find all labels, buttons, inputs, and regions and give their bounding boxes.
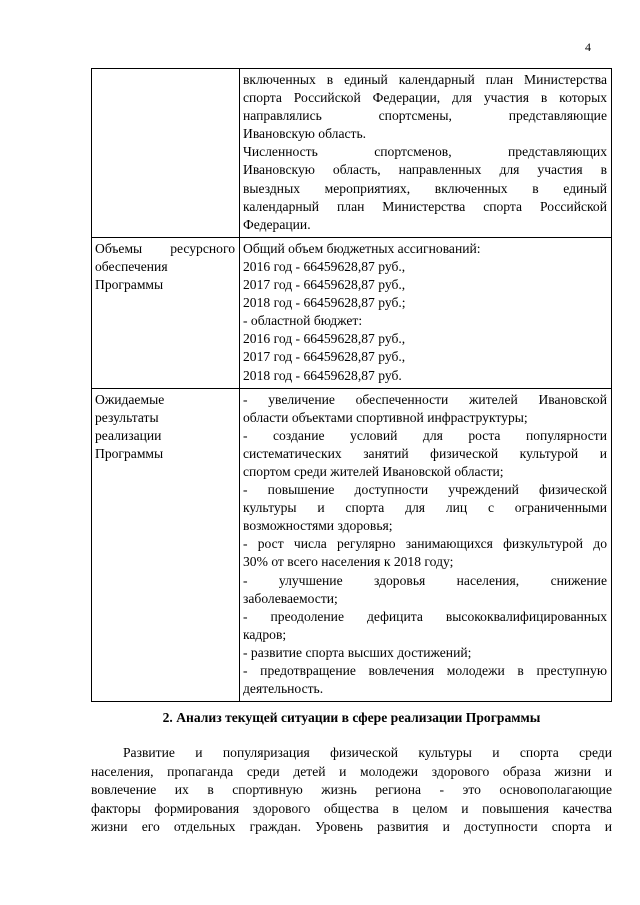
row-content-cell (240, 237, 612, 388)
label-line: Программы (95, 445, 164, 461)
content-line: - предотвращение вовлечения молодежи в преступную (243, 663, 607, 678)
table-row (92, 69, 612, 238)
content-line: - областной бюджет: (243, 313, 363, 329)
content-line: заболеваемости; (243, 590, 338, 606)
paragraph-line: жизни его отдельных граждан. Уровень развития и доступности спорта и (91, 819, 612, 835)
table-body (92, 69, 612, 702)
program-passport-table (91, 68, 612, 702)
content-line: 2017 год - 66459628,87 руб., (243, 277, 406, 293)
paragraph-line: населения, пропаганда среди детей и молодежи здорового образа жизни и (91, 763, 612, 779)
content-line: направлялись спортсмены, представляющие (243, 108, 607, 124)
content-line: 2018 год - 66459628,87 руб.; (243, 295, 406, 311)
label-line: реализации (95, 427, 162, 443)
content-line: систематических занятий физической культурой и (243, 445, 607, 461)
content-line: - преодоление дефицита высококвалифицированных (243, 608, 607, 624)
label-line: Ожидаемые (95, 391, 165, 407)
content-line: Федерации. (243, 216, 311, 232)
content-line: 30% от всего населения к 2018 году; (243, 554, 454, 570)
content-line: 2016 год - 66459628,87 руб., (243, 331, 406, 347)
content-line: - улучшение здоровья населения, снижение (243, 572, 607, 588)
content-line: спортом среди жителей Ивановской области; (243, 463, 504, 479)
row-label-cell (92, 69, 240, 238)
content-line: Ивановскую область. (243, 126, 367, 142)
table-row (92, 388, 612, 702)
content-line: Ивановскую область, направленных для участия в (243, 162, 607, 178)
content-line: - развитие спорта высших достижений; (243, 644, 472, 660)
row-label-cell (92, 237, 240, 388)
label-line: результаты (95, 409, 159, 425)
content-line: возможностями здоровья; (243, 518, 393, 534)
section-title: 2. Анализ текущей ситуации в сфере реализации Программы (162, 710, 541, 725)
content-line: культуры и спорта для лиц с ограниченными (243, 500, 607, 516)
label-line: Программы (95, 277, 164, 293)
content-line: - повышение доступности учреждений физической (243, 482, 607, 498)
content-line: Общий объем бюджетных ассигнований: (243, 240, 481, 256)
content-line: деятельность. (243, 681, 324, 697)
row-label-cell (92, 388, 240, 702)
content-line: - увеличение обеспеченности жителей Ивановской (243, 391, 607, 407)
paragraph-line: факторы формирования здорового общества в целом и повышения качества (91, 800, 612, 816)
content-line: календарный план Министерства спорта Российской (243, 198, 607, 214)
page-number: 4 (585, 40, 591, 54)
label-line: Объемы ресурсного (95, 240, 235, 256)
content-line: включенных в единый календарный план Министерства (243, 72, 607, 87)
paragraph-line: вовлечение их в спортивную жизнь региона - это основополагающие (91, 782, 612, 798)
content-line: 2018 год - 66459628,87 руб. (243, 367, 402, 383)
content-line: кадров; (243, 626, 287, 642)
paragraph-line: Развитие и популяризация физической культуры и спорта среди (123, 745, 612, 760)
content-line: 2017 год - 66459628,87 руб., (243, 349, 406, 365)
content-line: 2016 год - 66459628,87 руб., (243, 258, 406, 274)
row-content-cell (240, 69, 612, 238)
content-line: - рост числа регулярно занимающихся физкультурой до (243, 536, 607, 552)
table-row (92, 237, 612, 388)
content-line: - создание условий для роста популярности (243, 427, 607, 443)
label-line: обеспечения (95, 258, 168, 274)
row-content-cell (240, 388, 612, 702)
content-line: Численность спортсменов, представляющих (243, 144, 607, 160)
content-line: области объектами спортивной инфраструктуры; (243, 409, 528, 425)
body-paragraph (91, 744, 612, 837)
content-line: выездных мероприятиях, включенных в единый (243, 180, 607, 196)
content-line: спорта Российской Федерации, для участия в которых (243, 90, 607, 106)
